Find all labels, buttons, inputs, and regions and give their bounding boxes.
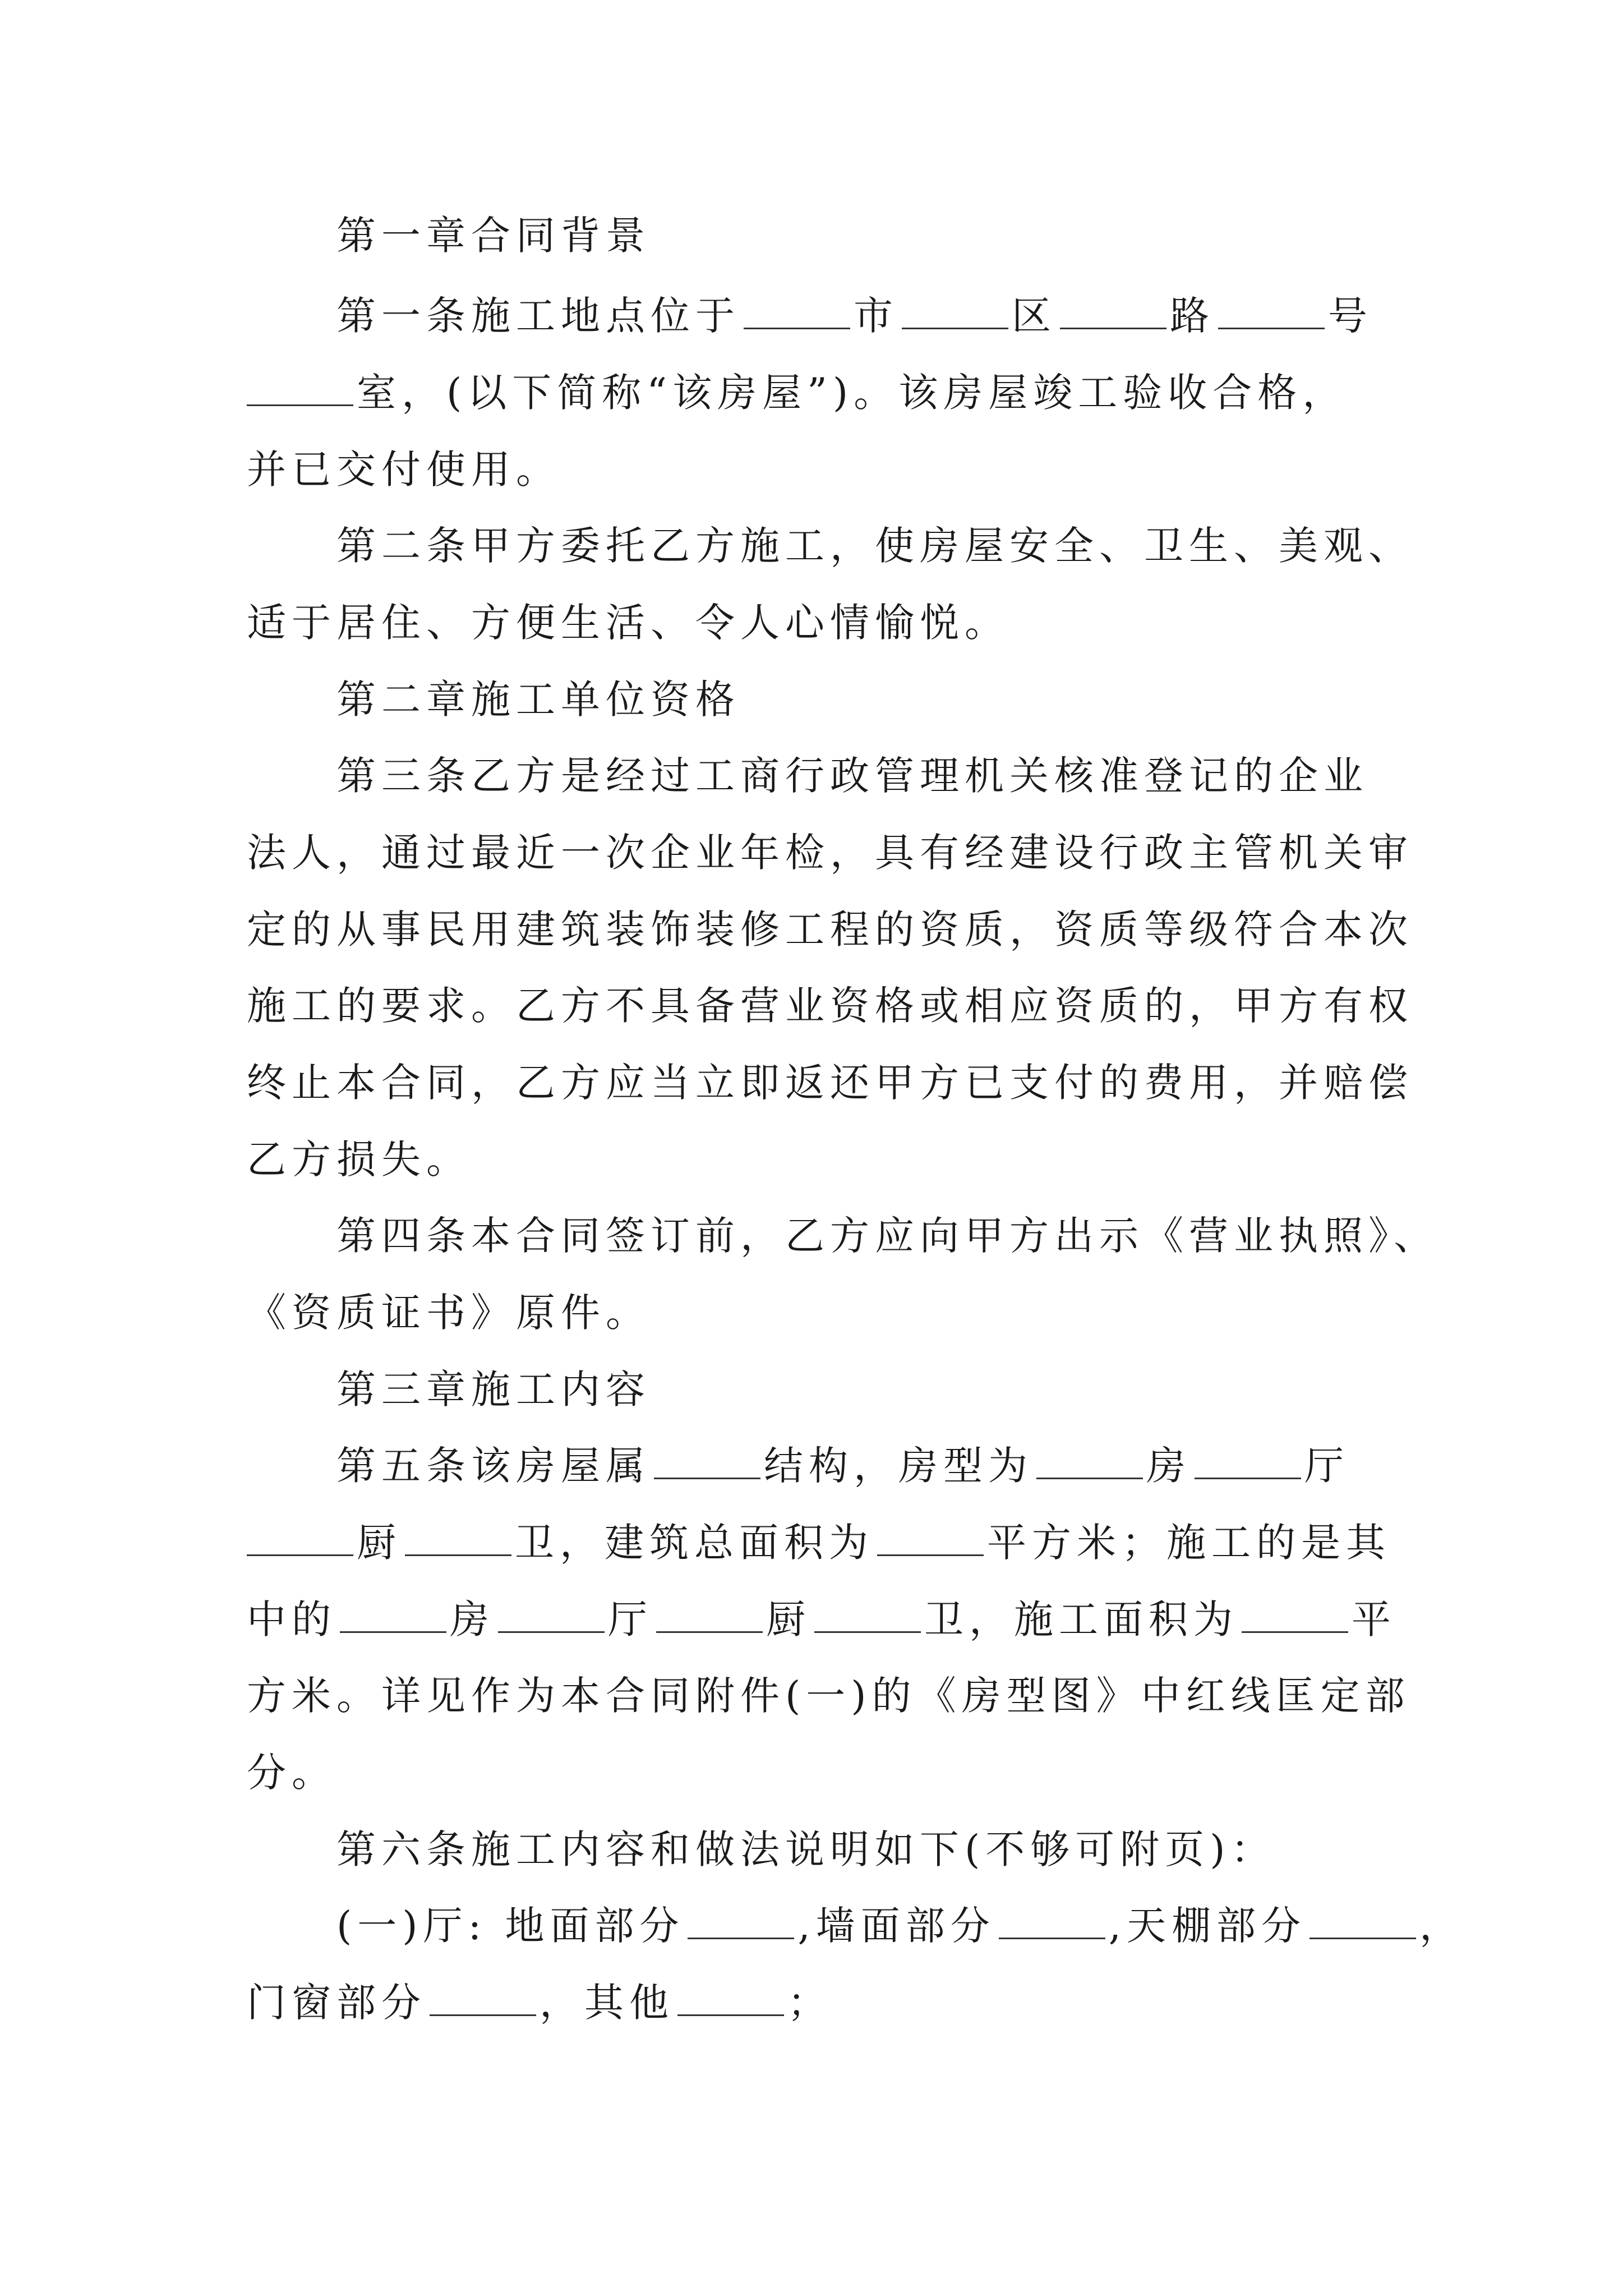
article-1-line-2: 室，(以下简称“该房屋”)。该房屋竣工验收合格， (247, 367, 1347, 418)
article-5-line-2: 厨 卫，建筑总面积为 平方米；施工的是其 (247, 1517, 1391, 1568)
article-5-line-4: 方米。详见作为本合同附件(一)的《房型图》中红线匡定部 (247, 1673, 1410, 1719)
fill-blank[interactable] (1036, 1443, 1143, 1479)
fill-blank[interactable] (340, 1596, 446, 1633)
fill-blank[interactable] (656, 1596, 763, 1633)
article-3-line-6: 乙方损失。 (247, 1137, 471, 1182)
article-3-line-1: 第三条乙方是经过工商行政管理机关核准登记的企业 (336, 753, 1368, 799)
article-1-line-1: 第一条施工地点位于 市 区 路 号 (336, 293, 1373, 339)
fill-blank[interactable] (654, 1443, 760, 1479)
fill-blank[interactable] (902, 293, 1008, 329)
article-6-line-1: 第六条施工内容和做法说明如下(不够可附页)： (336, 1826, 1276, 1872)
article-2-line-2: 适于居住、方便生活、令人心情愉悦。 (247, 600, 1009, 646)
fill-blank[interactable] (498, 1596, 605, 1633)
article-5-line-3: 中的 房 厅 厨 卫，施工面积为 平 (247, 1596, 1396, 1642)
fill-blank[interactable] (744, 293, 850, 329)
article-3-line-3: 定的从事民用建筑装饰装修工程的资质，资质等级符合本次 (247, 907, 1413, 953)
fill-blank[interactable] (999, 1903, 1105, 1939)
chapter-2-heading: 第二章施工单位资格 (336, 677, 740, 723)
fill-blank[interactable] (1310, 1903, 1416, 1939)
fill-blank[interactable] (247, 1520, 353, 1556)
fill-blank[interactable] (877, 1520, 984, 1556)
article-3-line-5: 终止本合同，乙方应当立即返还甲方已支付的费用，并赔偿 (247, 1060, 1413, 1106)
fill-blank[interactable] (405, 1520, 511, 1556)
article-3-line-2: 法人，通过最近一次企业年检，具有经建设行政主管机关审 (247, 830, 1413, 876)
article-4-line-1: 第四条本合同签订前，乙方应向甲方出示《营业执照》、 (336, 1213, 1438, 1259)
fill-blank[interactable] (1242, 1596, 1348, 1633)
article-1-line-3: 并已交付使用。 (247, 447, 561, 493)
fill-blank[interactable] (677, 1980, 784, 2016)
chapter-1-heading: 第一章合同背景 (336, 213, 651, 259)
chapter-3-heading: 第三章施工内容 (336, 1366, 651, 1412)
article-5-line-1: 第五条该房屋属 结构，房型为 房 厅 (336, 1443, 1349, 1489)
article-2-line-1: 第二条甲方委托乙方施工，使房屋安全、卫生、美观、 (336, 523, 1413, 569)
fill-blank[interactable] (1218, 293, 1325, 329)
article-6-item-1-line-1: (一)厅: 地面部分 ,墙面部分 ,天棚部分 ， (336, 1903, 1464, 1949)
fill-blank[interactable] (247, 370, 353, 406)
article-4-line-2: 《资质证书》原件。 (247, 1290, 651, 1336)
article-3-line-4: 施工的要求。乙方不具备营业资格或相应资质的，甲方有权 (247, 983, 1413, 1029)
fill-blank[interactable] (814, 1596, 921, 1633)
fill-blank[interactable] (1195, 1443, 1301, 1479)
fill-blank[interactable] (688, 1903, 794, 1939)
fill-blank[interactable] (430, 1980, 536, 2016)
fill-blank[interactable] (1060, 293, 1166, 329)
article-6-item-1-line-2: 门窗部分 ，其他 ； (247, 1980, 832, 2026)
article-5-line-5: 分。 (247, 1750, 336, 1796)
